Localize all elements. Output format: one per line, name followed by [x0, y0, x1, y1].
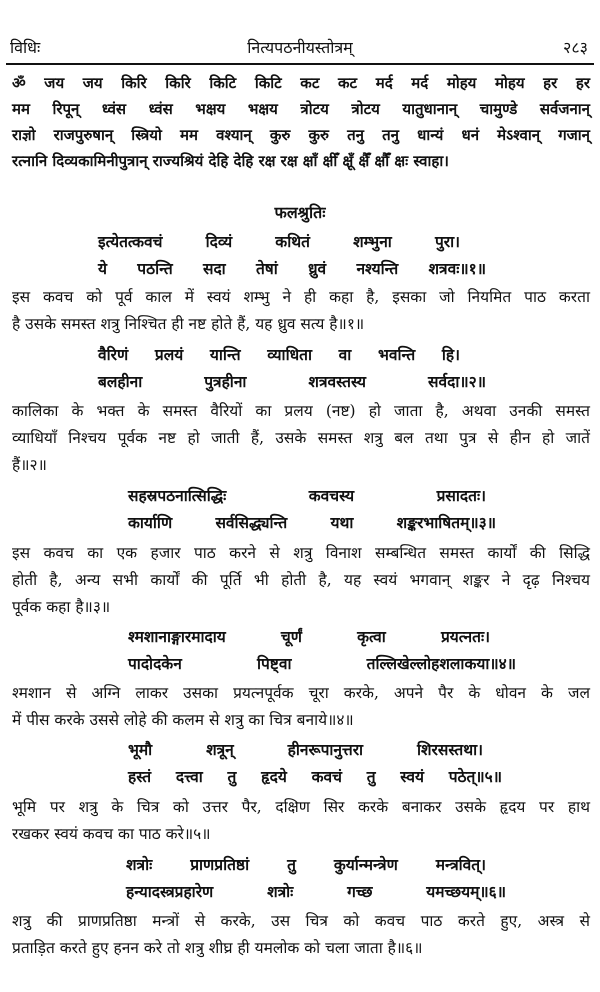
sloka-6-line-2 — [126, 878, 506, 905]
meaning-line: इस कवच का एक हजार पाठ करने से शत्रु विनाश सम्बन्धित समस्त कार्यों की सिद्धि — [12, 544, 590, 562]
page-header — [0, 36, 600, 60]
kavach-mantra — [12, 70, 590, 174]
header-title: नित्यपठनीयस्तोत्रम् — [247, 38, 353, 57]
sloka-6 — [126, 851, 486, 878]
mantra-line: रत्नानि दिव्यकामिनीपुत्रान् राज्यश्रियं देहि देहि रक्ष रक्ष क्षाँ क्षीँ क्षूँ क्षैँ क्षौँ क्षः स्वाहा। — [12, 152, 449, 170]
meaning-line: इस कवच को पूर्व काल में स्वयं शम्भु ने ही कहा है, इसका जो नियमित पाठ करता — [12, 288, 590, 306]
mantra-line: मम रिपून् ध्वंस ध्वंस भक्षय भक्षय त्रोटय त्रोटय यातुधानान् चामुण्डे सर्वजनान् — [12, 100, 590, 118]
sloka-4 — [128, 623, 490, 650]
sloka-3-line-2 — [128, 509, 496, 536]
sloka-line: श्मशानाङ्गारमादाय चूर्णं कृत्वा प्रयत्नतः। — [128, 627, 490, 646]
sloka-line: भूमौ शत्रून् हीनरूपानुत्तरा शिरसस्तथा। — [128, 740, 483, 759]
sloka-2 — [98, 341, 460, 368]
meaning-1 — [12, 284, 590, 338]
sloka-line: पादोदकेन पिष्ट्वा तल्लिखेल्लोहशलाकया॥४॥ — [128, 654, 516, 673]
meaning-line: पूर्वक कहा है॥३॥ — [12, 598, 111, 616]
sloka-3 — [128, 482, 486, 509]
sloka-line: सहस्रपठनात्सिद्धिः कवचस्य प्रसादतः। — [128, 486, 486, 505]
sloka-1-line-2 — [98, 255, 486, 282]
meaning-line: होती है, अन्य सभी कार्यों की पूर्ति भी होती है, यह स्वयं भगवान् शङ्कर ने दृढ़ निश्चय — [12, 571, 590, 589]
meaning-6 — [12, 908, 590, 962]
meaning-line: श्मशान से अग्नि लाकर उसका प्रयत्नपूर्वक चूरा करके, अपने पैर के धोवन के जल — [12, 684, 590, 702]
meaning-5 — [12, 794, 590, 848]
meaning-3 — [12, 540, 590, 621]
sloka-5-line-2 — [128, 763, 502, 790]
header-rule — [6, 63, 594, 65]
meaning-4 — [12, 680, 590, 734]
phalashruti-heading: फलश्रुतिः — [274, 203, 326, 222]
sloka-line: कार्याणि सर्वसिद्ध्यन्ति यथा शङ्करभाषितम्॥३॥ — [128, 513, 496, 532]
sloka-line: हन्यादस्त्रप्रहारेण शत्रोः गच्छ यमच्छयम्॥६॥ — [126, 882, 506, 901]
page-number: २८३ — [563, 38, 588, 57]
meaning-line: कालिका के भक्त के समस्त वैरियों का प्रलय (नष्ट) हो जाता है, अथवा उनकी समस्त — [12, 402, 590, 420]
sloka-line: वैरिणं प्रलयं यान्ति व्याधिता वा भवन्ति हि। — [98, 345, 460, 364]
meaning-line: है उसके समस्त शत्रु निश्चित ही नष्ट होते हैं, यह ध्रुव सत्य है॥१॥ — [12, 315, 365, 333]
meaning-2 — [12, 398, 590, 479]
sloka-line: ये पठन्ति सदा तेषां ध्रुवं नश्यन्ति शत्रवः॥१॥ — [98, 259, 486, 278]
meaning-line: व्याधियाँ निश्चय पूर्वक नष्ट हो जाती हैं, उसके समस्त शत्रु बल तथा पुत्र से हीन हो जातें — [12, 429, 590, 447]
sloka-4-line-2 — [128, 650, 516, 677]
sloka-5 — [128, 736, 483, 763]
sloka-line: बलहीना पुत्रहीना शत्रवस्तस्य सर्वदा॥२॥ — [98, 372, 486, 391]
header-section-label: विधिः — [10, 38, 41, 57]
sloka-2-line-2 — [98, 368, 486, 395]
meaning-line: शत्रु की प्राणप्रतिष्ठा मन्त्रों से करके, उस चित्र को कवच पाठ करते हुए, अस्त्र से — [12, 912, 590, 930]
meaning-line: प्रताड़ित करते हुए हनन करे तो शत्रु शीघ्र ही यमलोक को चला जाता है॥६॥ — [12, 939, 423, 957]
sloka-1 — [98, 228, 460, 255]
mantra-line: ॐ जय जय किरि किरि किटि किटि कट कट मर्द मर्द मोहय मोहय हर हर — [12, 74, 590, 92]
sloka-line: हस्तं दत्त्वा तु हृदये कवचं तु स्वयं पठेत्॥५॥ — [128, 767, 502, 786]
meaning-line: भूमि पर शत्रु के चित्र को उत्तर पैर, दक्षिण सिर करके बनाकर उसके हृदय पर हाथ — [12, 798, 590, 816]
sloka-line: शत्रोः प्राणप्रतिष्ठां तु कुर्यान्मन्त्रेण मन्त्रवित्। — [126, 855, 486, 874]
meaning-line: में पीस करके उससे लोहे की कलम से शत्रु का चित्र बनाये॥४॥ — [12, 711, 354, 729]
mantra-line: राज्ञो राजपुरुषान् स्त्रियो मम वश्यान् कुरु कुरु तनु तनु धान्यं धनं मेऽश्वान् गजान् — [12, 126, 590, 144]
meaning-line: रखकर स्वयं कवच का पाठ करे॥५॥ — [12, 825, 211, 843]
sloka-line: इत्येतत्कवचं दिव्यं कथितं शम्भुना पुरा। — [98, 232, 460, 251]
meaning-line: हैं॥२॥ — [12, 456, 47, 474]
